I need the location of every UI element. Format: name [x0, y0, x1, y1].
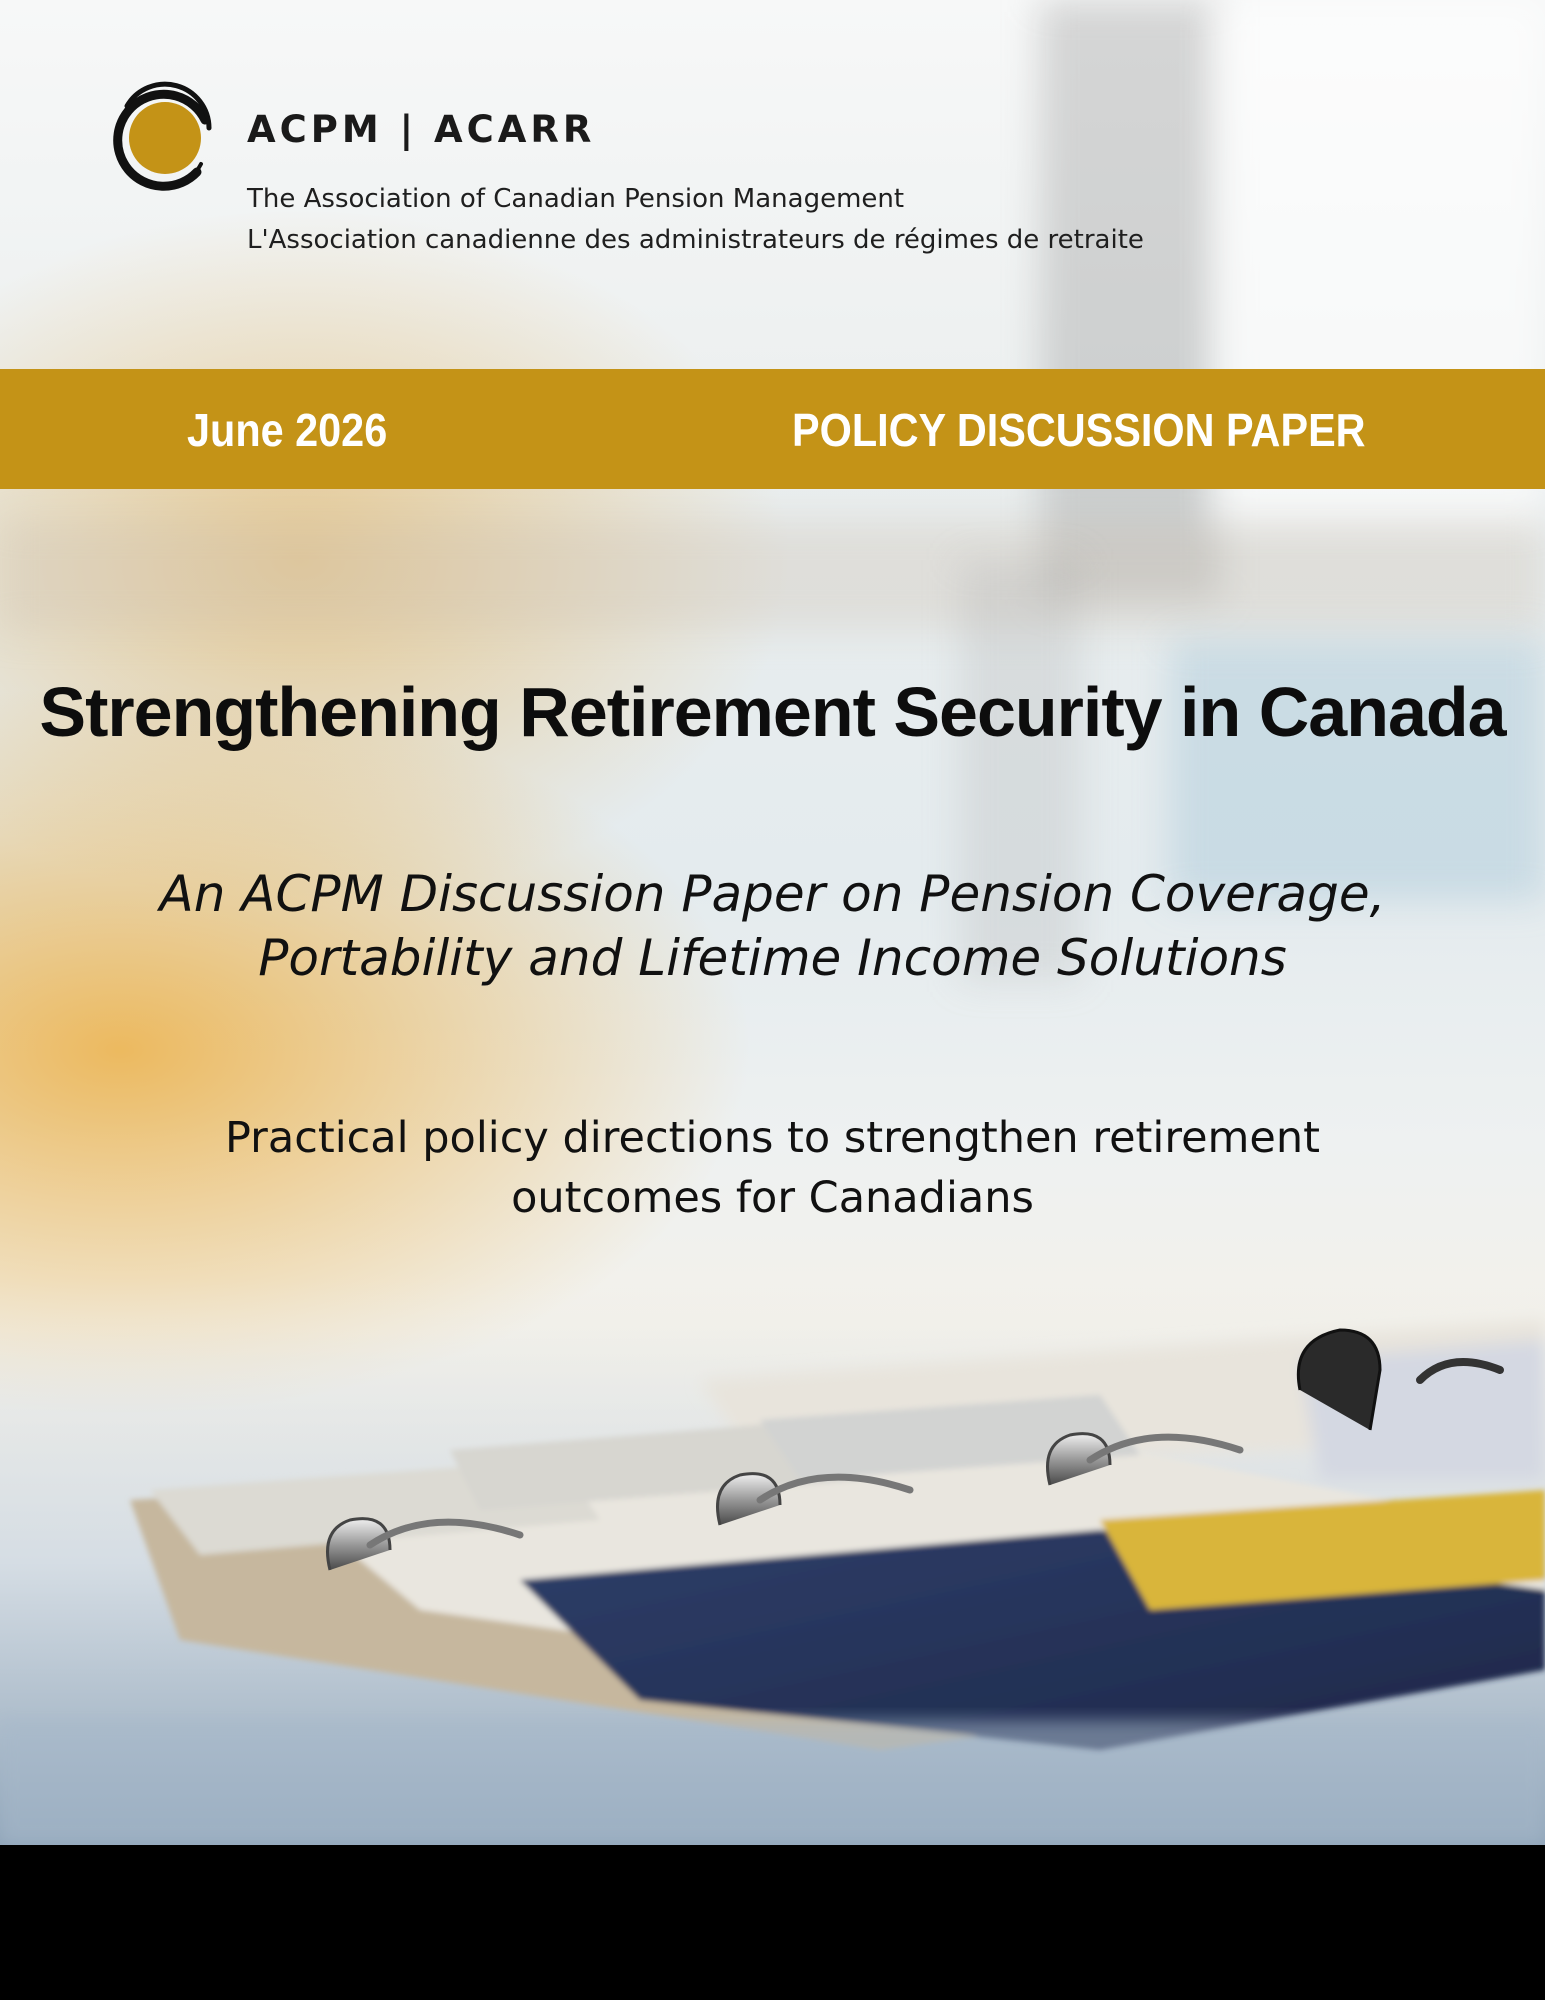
gold-header-band [0, 369, 1545, 489]
document-title: Strengthening Retirement Security in Canada [39, 673, 1506, 751]
document-subtitle [0, 862, 1545, 990]
organization-logo-block [105, 80, 1305, 280]
footer-bar [0, 1845, 1545, 2000]
acpm-ring-logo-icon [105, 80, 220, 195]
organization-name-english: The Association of Canadian Pension Management [247, 184, 905, 214]
subtitle-line: Portability and Lifetime Income Solutions [258, 929, 1287, 987]
binders-photo [0, 1280, 1545, 1845]
organization-name-french: L'Association canadienne des administrateurs de régimes de retraite [247, 225, 1144, 255]
subtitle-line: An ACPM Discussion Paper on Pension Coverage, [159, 865, 1386, 923]
tagline-line: Practical policy directions to strengthen retirement [225, 1113, 1320, 1163]
tagline-line: outcomes for Canadians [511, 1173, 1034, 1223]
organization-name: ACPM | ACARR [247, 108, 596, 151]
document-type-label: POLICY DISCUSSION PAPER [792, 404, 1366, 456]
document-tagline [0, 1108, 1545, 1228]
publication-date: June 2026 [187, 404, 388, 456]
